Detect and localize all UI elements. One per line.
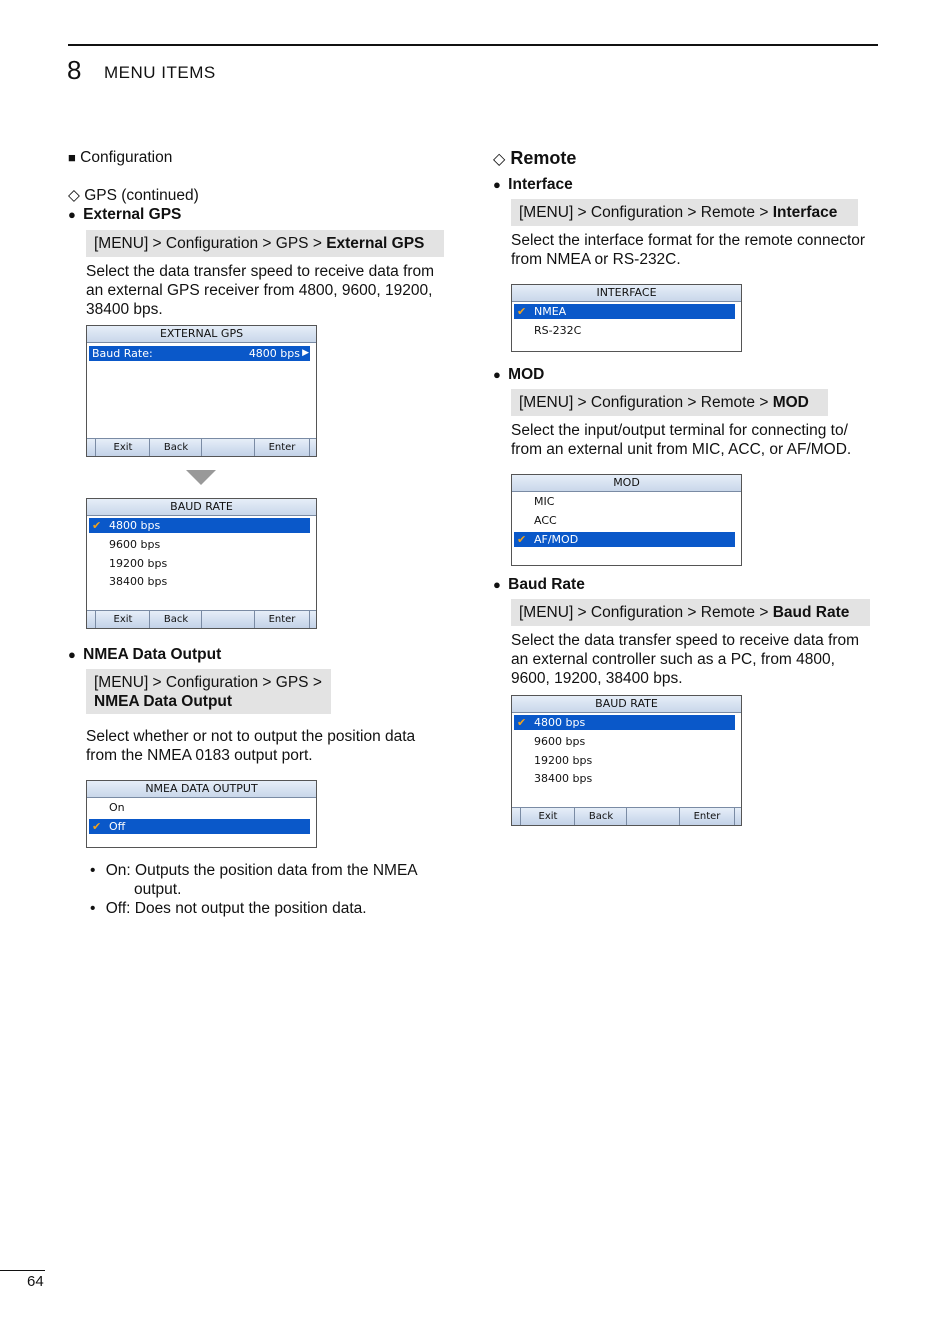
- option-label: 38400 bps: [534, 772, 593, 785]
- item-label: NMEA Data Output: [83, 646, 222, 663]
- description-line: 9600, 19200, 38400 bps.: [511, 670, 683, 687]
- square-bullet-icon: ■: [68, 150, 76, 165]
- menu-path-target: MOD: [772, 394, 809, 411]
- softkey-empty[interactable]: [201, 439, 255, 456]
- item-heading-external-gps: [68, 205, 181, 224]
- row-label: Baud Rate:: [92, 347, 153, 360]
- option-label: 38400 bps: [109, 575, 168, 588]
- softkey-exit[interactable]: Exit: [95, 611, 150, 628]
- round-bullet-icon: ●: [68, 647, 76, 662]
- option-label: 4800 bps: [534, 716, 586, 729]
- screen-title: MOD: [512, 475, 741, 492]
- description-line: from an external unit from MIC, ACC, or AF/MOD.: [511, 441, 852, 458]
- screen-mod: [511, 474, 742, 566]
- option-on[interactable]: [89, 800, 310, 815]
- item-label: External GPS: [83, 206, 182, 223]
- softkey-bar: [512, 807, 741, 825]
- softkey-enter[interactable]: Enter: [254, 611, 310, 628]
- option-38400[interactable]: [514, 771, 735, 786]
- checkmark-icon: ✔: [517, 716, 527, 729]
- screen-nmea-data-output: [86, 780, 317, 848]
- option-mic[interactable]: [514, 494, 735, 509]
- softkey-enter[interactable]: Enter: [679, 808, 735, 825]
- item-label: Baud Rate: [508, 576, 585, 593]
- option-rs232c[interactable]: [514, 323, 735, 338]
- softkey-bar: [87, 610, 316, 628]
- description-line: Select the interface format for the remote connector: [511, 232, 866, 249]
- description-line: 38400 bps.: [86, 301, 163, 318]
- note-text-continued: output.: [134, 881, 182, 898]
- round-bullet-icon: ●: [493, 577, 501, 592]
- screen-interface: [511, 284, 742, 352]
- option-af-mod[interactable]: [514, 532, 735, 547]
- screen-title: INTERFACE: [512, 285, 741, 302]
- item-label: MOD: [508, 366, 545, 383]
- menu-path-interface: [511, 199, 858, 226]
- softkey-empty[interactable]: [201, 611, 255, 628]
- note-on: [90, 861, 418, 899]
- option-label: AF/MOD: [534, 533, 579, 546]
- screen-external-gps: [86, 325, 317, 457]
- option-label: Off: [109, 820, 126, 833]
- menu-path-target: NMEA Data Output: [94, 693, 233, 710]
- section-label: Remote: [510, 148, 577, 168]
- option-19200[interactable]: [514, 753, 735, 768]
- item-heading-mod: [493, 365, 544, 384]
- menu-path-prefix: [MENU] > Configuration > Remote >: [519, 204, 773, 221]
- menu-path-mod: [511, 389, 828, 416]
- menu-path-prefix: [MENU] > Configuration > GPS >: [94, 235, 327, 252]
- screen-title: BAUD RATE: [87, 499, 316, 516]
- checkmark-icon: ✔: [92, 519, 102, 532]
- description-interface: [511, 231, 865, 269]
- menu-path-nmea: [86, 669, 331, 714]
- round-bullet-icon: ●: [493, 367, 501, 382]
- softkey-back[interactable]: Back: [149, 611, 202, 628]
- option-4800[interactable]: [89, 518, 310, 533]
- round-bullet-icon: ●: [493, 177, 501, 192]
- note-text: On: Outputs the position data from the NMEA: [105, 862, 418, 879]
- chevron-right-icon: ▶: [302, 348, 309, 358]
- softkey-exit[interactable]: Exit: [95, 439, 150, 456]
- subsection-label: GPS (continued): [84, 187, 199, 204]
- header-rule: [68, 44, 878, 46]
- option-acc[interactable]: [514, 513, 735, 528]
- option-label: 9600 bps: [109, 538, 161, 551]
- menu-path-external-gps: [86, 230, 444, 257]
- menu-path-prefix: [MENU] > Configuration > Remote >: [519, 394, 773, 411]
- checkmark-icon: ✔: [92, 820, 102, 833]
- subsection-heading-gps: [68, 186, 199, 205]
- description-line: from the NMEA 0183 output port.: [86, 747, 313, 764]
- checkmark-icon: ✔: [517, 305, 527, 318]
- diamond-outline-icon: ◇: [68, 187, 80, 204]
- chapter-title: MENU ITEMS: [104, 63, 216, 82]
- page-number: 64: [27, 1273, 44, 1290]
- option-label: 9600 bps: [534, 735, 586, 748]
- softkey-exit[interactable]: Exit: [520, 808, 575, 825]
- description-line: an external GPS receiver from 4800, 9600, 19200,: [86, 282, 433, 299]
- down-arrow-icon: [186, 470, 216, 485]
- screen-title: NMEA DATA OUTPUT: [87, 781, 316, 798]
- option-label: NMEA: [534, 305, 567, 318]
- description-line: Select whether or not to output the position data: [86, 728, 416, 745]
- baud-rate-row[interactable]: [89, 346, 310, 361]
- footer-rule: [0, 1270, 45, 1271]
- menu-path-prefix: [MENU] > Configuration > GPS >: [94, 674, 322, 691]
- chapter-number: 8: [67, 55, 82, 85]
- option-9600[interactable]: [514, 734, 735, 749]
- description-line: an external controller such as a PC, from 4800,: [511, 651, 835, 668]
- description-line: Select the data transfer speed to receive data from: [511, 632, 860, 649]
- description-mod: [511, 421, 851, 459]
- option-off[interactable]: [89, 819, 310, 834]
- row-value: 4800 bps: [248, 347, 300, 360]
- menu-path-target: External GPS: [326, 235, 425, 252]
- note-text: Off: Does not output the position data.: [105, 900, 367, 917]
- option-label: 19200 bps: [109, 557, 168, 570]
- option-label: ACC: [534, 514, 557, 527]
- description-line: from NMEA or RS-232C.: [511, 251, 681, 268]
- diamond-outline-icon: ◇: [493, 151, 506, 168]
- menu-path-baud-rate: [511, 599, 870, 626]
- menu-path-prefix: [MENU] > Configuration > Remote >: [519, 604, 773, 621]
- screen-title: BAUD RATE: [512, 696, 741, 713]
- checkmark-icon: ✔: [517, 533, 527, 546]
- option-label: On: [109, 801, 125, 814]
- menu-path-target: Baud Rate: [772, 604, 850, 621]
- option-4800[interactable]: [514, 715, 735, 730]
- menu-path-target: Interface: [772, 204, 838, 221]
- softkey-back[interactable]: Back: [574, 808, 627, 825]
- option-label: 19200 bps: [534, 754, 593, 767]
- softkey-bar: [87, 438, 316, 456]
- note-bullet: •: [90, 862, 96, 879]
- description-line: Select the data transfer speed to receive data from: [86, 263, 435, 280]
- item-heading-baud-rate: [493, 575, 585, 594]
- screen-title: EXTERNAL GPS: [87, 326, 316, 343]
- option-9600[interactable]: [89, 537, 310, 552]
- softkey-empty[interactable]: [626, 808, 680, 825]
- option-label: MIC: [534, 495, 555, 508]
- option-nmea[interactable]: [514, 304, 735, 319]
- description-external-gps: [86, 262, 434, 319]
- option-19200[interactable]: [89, 556, 310, 571]
- item-heading-interface: [493, 175, 573, 194]
- softkey-enter[interactable]: Enter: [254, 439, 310, 456]
- note-off: [90, 899, 367, 918]
- section-heading-configuration: [68, 148, 172, 167]
- softkey-back[interactable]: Back: [149, 439, 202, 456]
- item-label: Interface: [508, 176, 573, 193]
- description-baud-rate: [511, 631, 859, 688]
- round-bullet-icon: ●: [68, 207, 76, 222]
- option-label: 4800 bps: [109, 519, 161, 532]
- section-heading-remote: [493, 148, 576, 169]
- section-label: Configuration: [80, 149, 173, 166]
- item-heading-nmea: [68, 645, 221, 664]
- description-nmea: [86, 727, 415, 765]
- option-38400[interactable]: [89, 574, 310, 589]
- screen-baud-rate-remote: [511, 695, 742, 826]
- screen-baud-rate-gps: [86, 498, 317, 629]
- note-bullet: •: [90, 900, 96, 917]
- option-label: RS-232C: [534, 324, 582, 337]
- description-line: Select the input/output terminal for connecting to/: [511, 422, 848, 439]
